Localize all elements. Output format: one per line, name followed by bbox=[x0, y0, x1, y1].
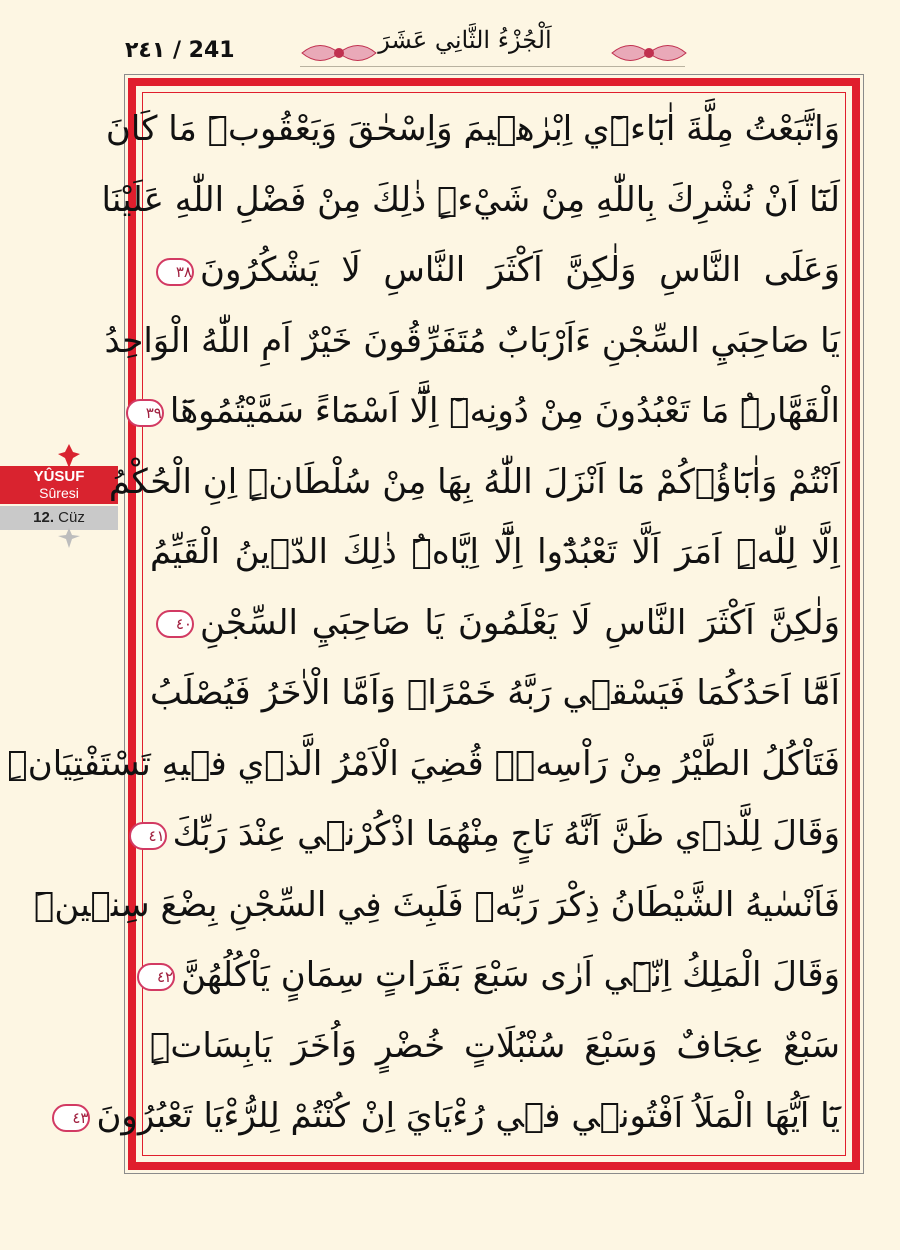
floral-ornament-icon bbox=[610, 38, 688, 68]
ayah-number-marker: ٤٣ bbox=[52, 1104, 90, 1132]
verse-line bbox=[7, 732, 840, 796]
juz-title: اَلْجُزْءُ الثَّانِي عَشَرَ bbox=[378, 26, 552, 54]
ayah-number-marker: ٣٩ bbox=[126, 399, 164, 427]
verse-text: اَمَّٓا اَحَدُكُمَا فَيَسْقٖي رَبَّهُ خَمْرًاۚ وَاَمَّا الْاٰخَرُ فَيُصْلَبُ bbox=[150, 673, 840, 713]
verse-text: وَلٰكِنَّ اَكْثَرَ النَّاسِ لَا يَعْلَمُونَ يَا صَاحِبَيِ السِّجْنِ bbox=[200, 602, 840, 643]
verse-line bbox=[33, 873, 840, 937]
verse-line bbox=[72, 1084, 840, 1148]
ayah-number-marker: ٤١ bbox=[129, 822, 167, 850]
verse-line bbox=[150, 238, 840, 302]
verse-line bbox=[150, 943, 840, 1007]
juz-label: Cüz bbox=[58, 509, 85, 526]
verse-text: لَنَٓا اَنْ نُشْرِكَ بِاللّٰهِ مِنْ شَيْءٍۜ ذٰلِكَ مِنْ فَضْلِ اللّٰهِ عَلَيْنَا bbox=[101, 179, 840, 220]
verse-line bbox=[101, 168, 840, 232]
ayah-number-marker: ٣٨ bbox=[156, 258, 194, 286]
verse-text: وَاتَّبَعْتُ مِلَّةَ اٰبَٓاءٖٓي اِبْرٰهٖيمَ وَاِسْحٰقَ وَيَعْقُوبَۜ مَا كَانَ bbox=[105, 109, 840, 149]
verse-line bbox=[145, 379, 840, 443]
verse-text: سَبْعٌ عِجَافٌ وَسَبْعَ سُنْبُلَاتٍ خُضْرٍ وَاُخَرَ يَابِسَاتٍۜ bbox=[150, 1025, 840, 1066]
verse-line bbox=[150, 1014, 840, 1078]
verse-text: فَتَاْكُلُ الطَّيْرُ مِنْ رَاْسِهٖۜ قُضِيَ الْاَمْرُ الَّذٖي فٖيهِ تَسْتَفْتِيَانِۜ bbox=[7, 743, 840, 784]
verse-text: الْقَهَّارُۜ مَا تَعْبُدُونَ مِنْ دُونِهٖٓ اِلَّٓا اَسْمَٓاءً سَمَّيْتُمُوهَٓا bbox=[169, 391, 840, 431]
verse-text: فَاَنْسٰيهُ الشَّيْطَانُ ذِكْرَ رَبِّهٖ فَلَبِثَ فِي السِّجْنِ بِضْعَ سِنٖينَۜ bbox=[33, 884, 840, 925]
verse-line bbox=[150, 661, 840, 725]
verse-line bbox=[150, 591, 840, 655]
surah-tab bbox=[0, 466, 118, 504]
juz-number: 12. bbox=[33, 509, 54, 526]
fleur-ornament-icon bbox=[58, 528, 80, 548]
fleur-ornament-icon bbox=[58, 444, 80, 468]
verse-text: اَنْتُمْ وَاٰبَٓاؤُ۬كُمْ مَٓا اَنْزَلَ اللّٰهُ بِهَا مِنْ سُلْطَانٍۜ اِنِ الْحُكْمُ bbox=[108, 461, 840, 502]
verse-line bbox=[150, 802, 840, 866]
verse-text: وَقَالَ الْمَلِكُ اِنّٖٓي اَرٰى سَبْعَ بَقَرَاتٍ سِمَانٍ يَاْكُلُهُنَّ bbox=[181, 955, 840, 995]
surah-name: YÛSUF bbox=[33, 468, 85, 485]
verse-text: وَعَلَى النَّاسِ وَلٰكِنَّ اَكْثَرَ النَّاسِ لَا يَشْكُرُونَ bbox=[200, 250, 840, 290]
verse-text: يَا صَاحِبَيِ السِّجْنِ ءَاَرْبَابٌ مُتَفَرِّقُونَ خَيْرٌ اَمِ اللّٰهُ الْوَاحِدُ bbox=[104, 320, 840, 361]
verse-text: يَٓا اَيُّهَا الْمَلَاُ اَفْتُونٖي فٖي رُءْيَايَ اِنْ كُنْتُمْ لِلرُّءْيَا تَعْبُرُونَ bbox=[96, 1096, 840, 1136]
surah-label: Sûresi bbox=[39, 485, 79, 501]
verse-text: اِلَّا لِلّٰهِۜ اَمَرَ اَلَّا تَعْبُدُٓوا اِلَّٓا اِيَّاهُۜ ذٰلِكَ الدّٖينُ الْقَيِّمُ bbox=[150, 532, 840, 572]
verse-line bbox=[108, 450, 840, 514]
page-number: ٢٤١ / 241 bbox=[125, 38, 235, 63]
ayah-number-marker: ٤٢ bbox=[137, 963, 175, 991]
juz-tab bbox=[0, 506, 118, 530]
header-rule bbox=[300, 66, 685, 67]
verse-line bbox=[150, 520, 840, 584]
verse-line bbox=[104, 309, 840, 373]
ayah-number-marker: ٤٠ bbox=[156, 610, 194, 638]
verse-text: وَقَالَ لِلَّذٖي ظَنَّ اَنَّهُ نَاجٍ مِنْهُمَا اذْكُرْنٖي عِنْدَ رَبِّكَ bbox=[172, 814, 840, 854]
verse-line bbox=[105, 97, 840, 161]
